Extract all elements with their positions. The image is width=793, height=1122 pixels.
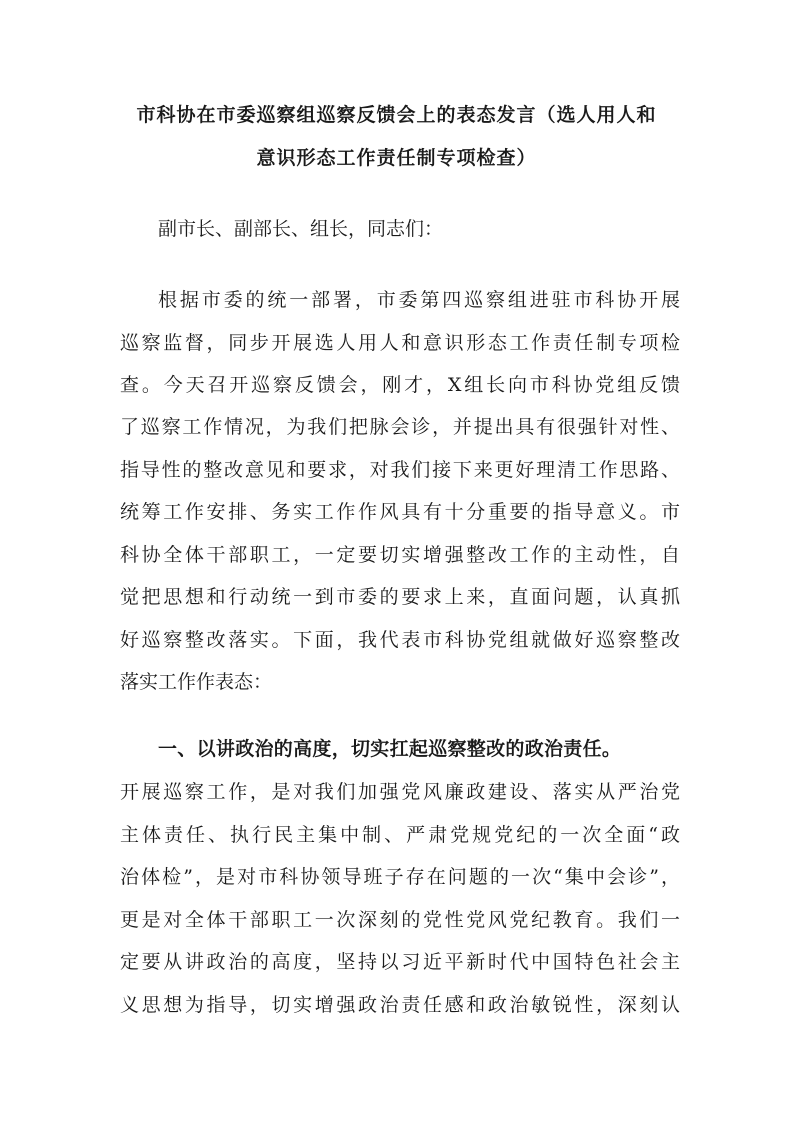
- section-1-line: 开展巡察工作，是对我们加强党风廉政建设、落实从严治党: [120, 781, 680, 803]
- section-1-line: 主体责任、执行民主集中制、严肃党规党纪的一次全面“政: [120, 824, 680, 846]
- paragraph-1-line: 好巡察整改落实。下面，我代表市科协党组就做好巡察整改: [120, 629, 680, 651]
- paragraph-1-line: 根据市委的统一部署，市委第四巡察组进驻市科协开展: [158, 289, 680, 311]
- section-1-heading: 一、以讲政治的高度，切实扛起巡察整改的政治责任。: [158, 738, 622, 760]
- section-1-line: 义思想为指导，切实增强政治责任感和政治敏锐性，深刻认: [120, 994, 680, 1016]
- paragraph-1-line: 科协全体干部职工，一定要切实增强整改工作的主动性，自: [120, 544, 680, 566]
- greeting: 副市长、副部长、组长，同志们：: [158, 218, 444, 240]
- paragraph-1-line: 觉把思想和行动统一到市委的要求上来，直面问题，认真抓: [120, 586, 680, 608]
- paragraph-1-line: 查。今天召开巡察反馈会，刚才，X组长向市科协党组反馈: [120, 374, 680, 396]
- section-1-line: 治体检”，是对市科协领导班子存在问题的一次“集中会诊”，: [120, 866, 680, 888]
- document-title-line-2: 意识形态工作责任制专项检查）: [256, 147, 537, 169]
- paragraph-1-line: 统筹工作安排、务实工作作风具有十分重要的指导意义。市: [120, 501, 680, 523]
- section-1-line: 更是对全体干部职工一次深刻的党性党风党纪教育。我们一: [120, 909, 680, 931]
- document-title-line-1: 市科协在市委巡察组巡察反馈会上的表态发言（选人用人和: [136, 104, 657, 126]
- section-1-line: 定要从讲政治的高度，坚持以习近平新时代中国特色社会主: [120, 951, 680, 973]
- paragraph-1-line: 落实工作作表态：: [120, 671, 273, 693]
- paragraph-1-line: 巡察监督，同步开展选人用人和意识形态工作责任制专项检: [120, 332, 680, 354]
- paragraph-1-line: 了巡察工作情况，为我们把脉会诊，并提出具有很强针对性、: [120, 416, 680, 438]
- paragraph-1-line: 指导性的整改意见和要求，对我们接下来更好理清工作思路、: [120, 459, 680, 481]
